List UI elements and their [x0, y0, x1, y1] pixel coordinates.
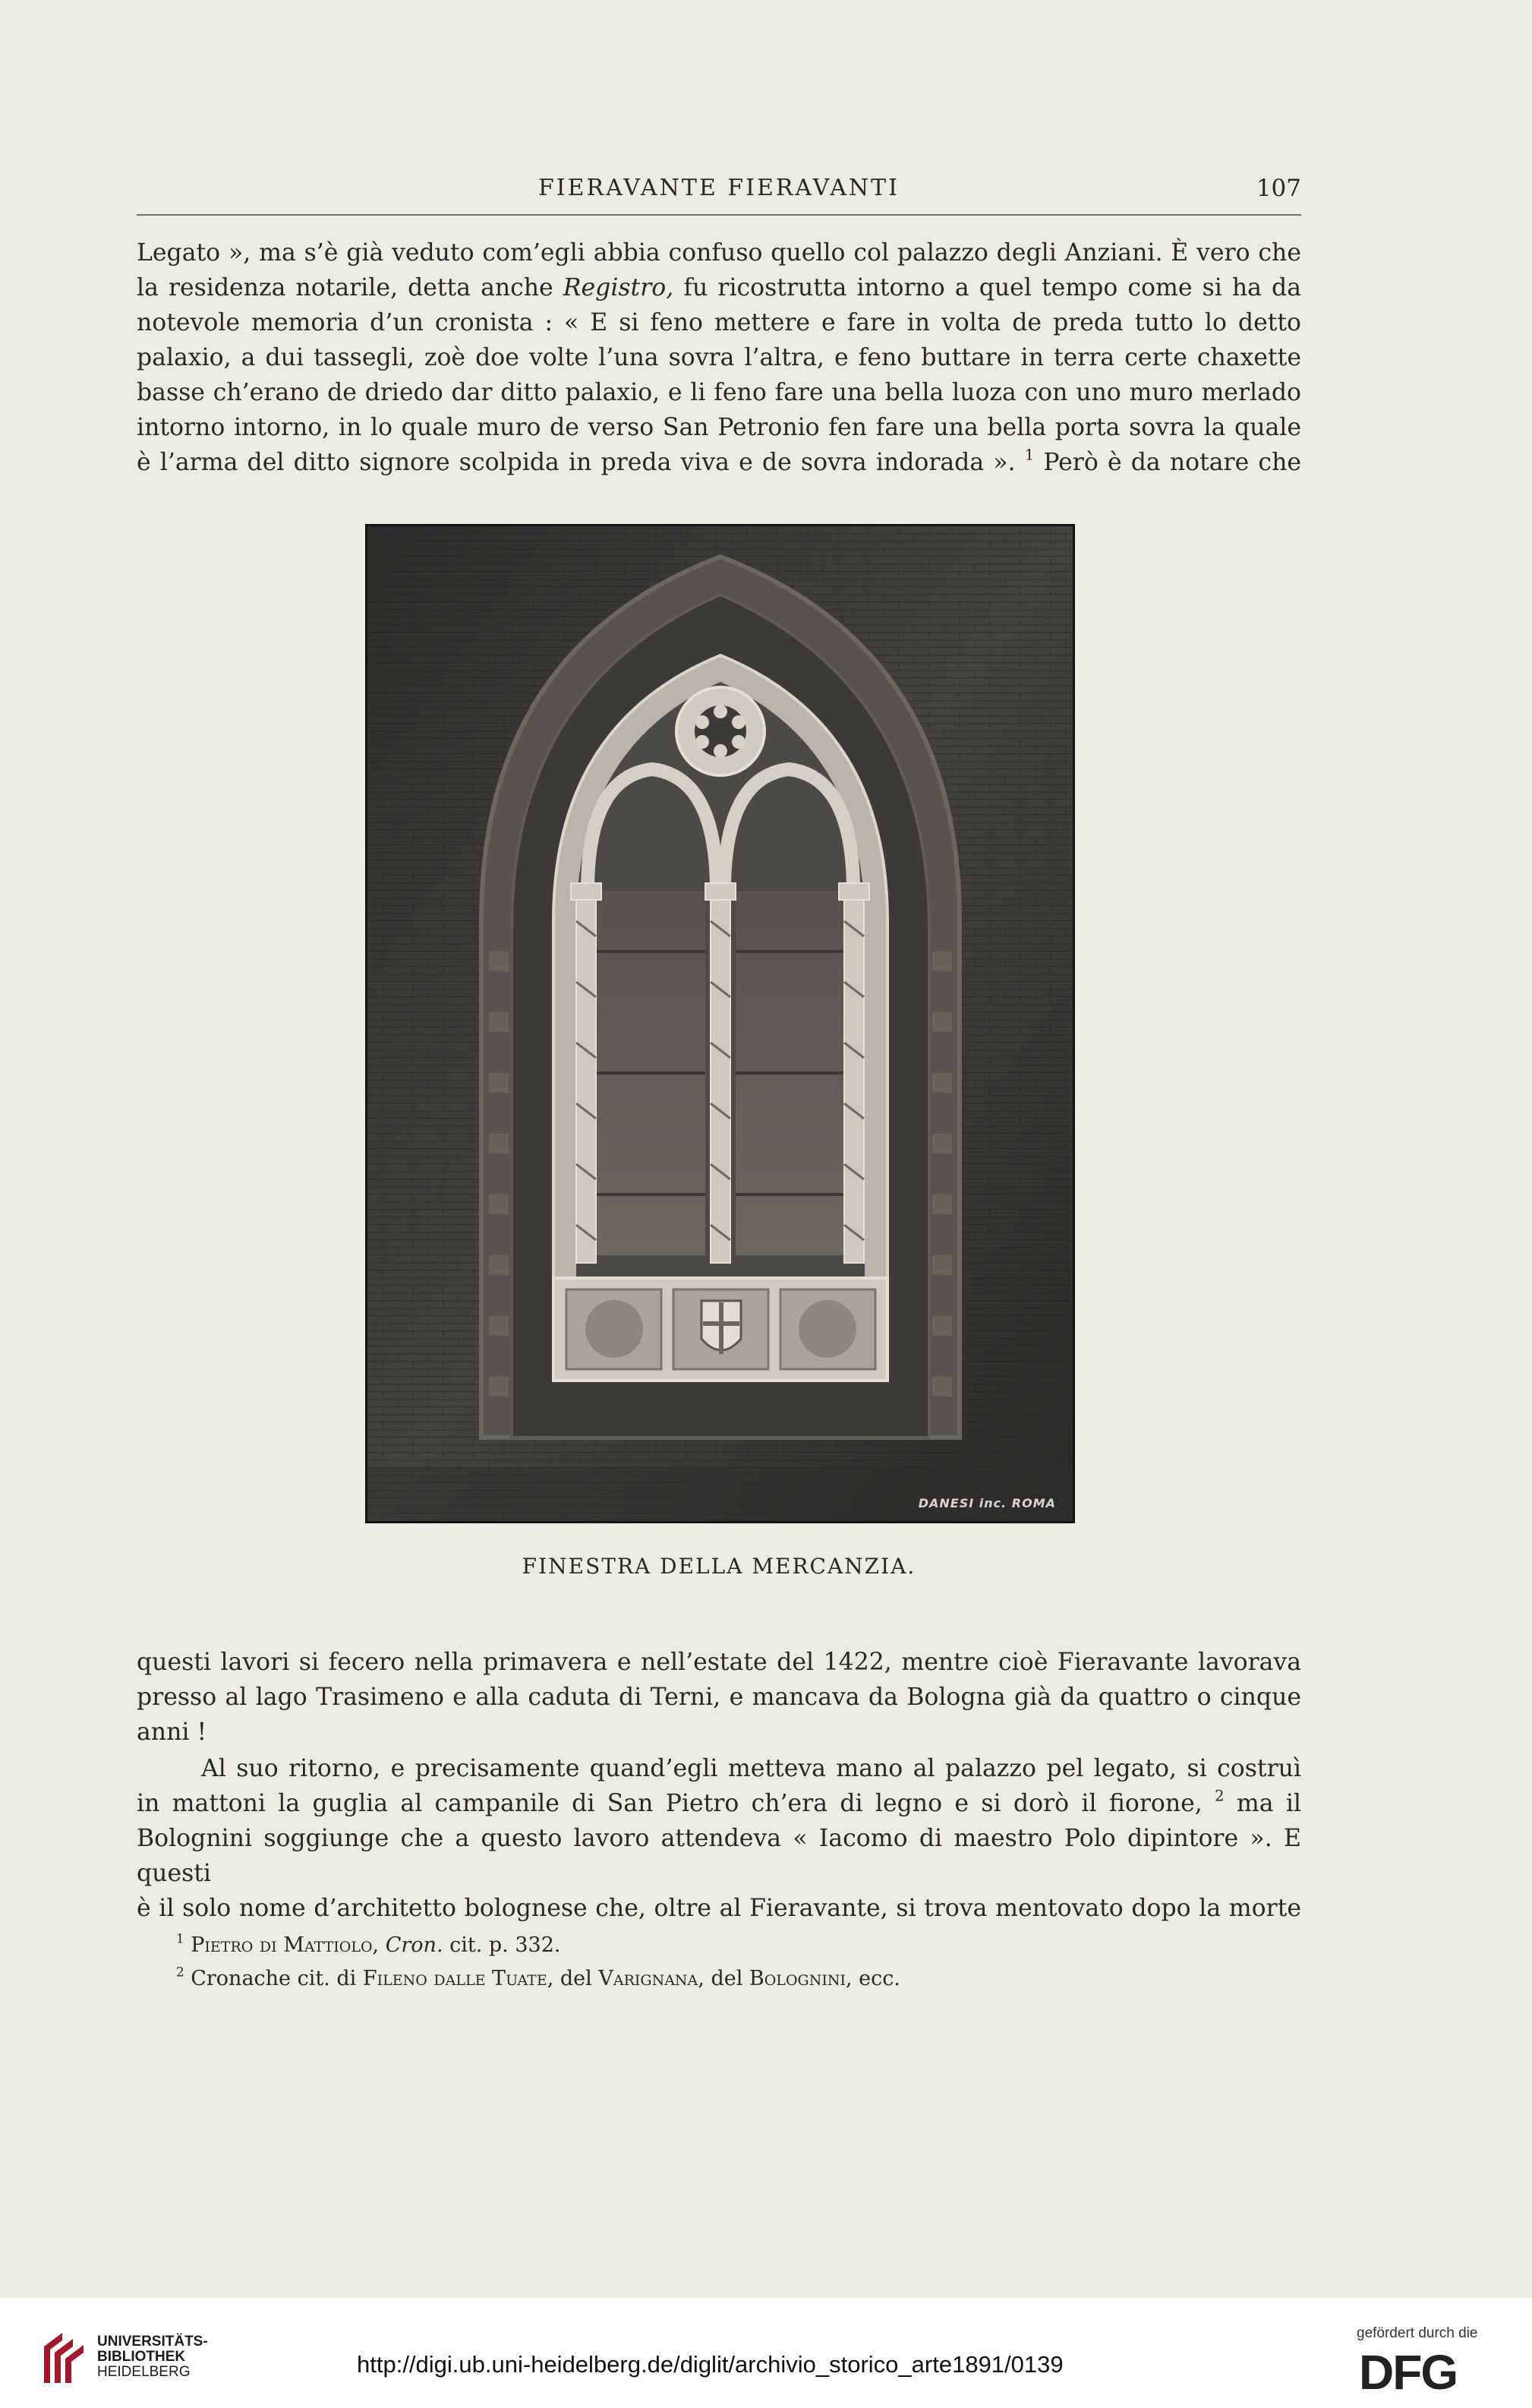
- university-library-name: UNIVERSITÄTS- BIBLIOTHEK HEIDELBERG: [97, 2334, 208, 2380]
- digitization-footer: [0, 2298, 1532, 2408]
- text-line: Al suo ritorno, e precisamente quand’egli metteva mano al palazzo pel legato, si costruì: [201, 1755, 1301, 1782]
- window-photograph: [365, 524, 1075, 1523]
- document-url-link[interactable]: http://digi.ub.uni-heidelberg.de/diglit/archivio_storico_arte1891/0139: [357, 2351, 1064, 2378]
- engraver-credit: DANESI inc. ROMA: [918, 1496, 1056, 1510]
- text-line: palaxio, a dui tassegli, zoè doe volte l’una sovra l’altra, e feno buttare in terra certe chaxette: [137, 344, 1301, 371]
- university-library-logo-icon: [39, 2330, 90, 2384]
- footnotes: [176, 1929, 1300, 1996]
- footnote-ref: 1: [1024, 446, 1035, 464]
- funding-note: gefördert durch die: [1357, 2325, 1478, 2341]
- gothic-window-illustration: [367, 526, 1073, 1521]
- text-line: in mattoni la guglia al campanile di San Pietro ch’era di legno e si dorò il fiorone, $^2$ ma il: [137, 1787, 1301, 1817]
- footnote-2: $^2$ Cronache cit. di Fileno dalle Tuate, del Varignana, del Bolognini, ecc.: [176, 1964, 900, 1990]
- text-line: è l’arma del ditto signore scolpida in preda viva e de sovra indorada ». $^1$ Però è da notare che: [137, 446, 1302, 476]
- text-line: la residenza notarile, detta anche Registro, fu ricostrutta intorno a quel tempo come si ha da: [137, 274, 1301, 301]
- running-header: [137, 172, 1301, 210]
- text-line: Legato », ma s’è già veduto com’egli abbia confuso quello col palazzo degli Anziani. È vero che: [137, 239, 1301, 267]
- paragraph-3: [137, 1751, 1301, 1926]
- text-line: basse ch’erano de driedo dar ditto palaxio, e li feno fare una bella luoza con uno muro merlado: [137, 379, 1301, 406]
- text-line: intorno intorno, in lo quale muro de verso San Petronio fen fare una bella porta sovra la quale: [137, 414, 1301, 441]
- footnote-1: $^1$ Pietro di Mattiolo, Cron. cit. p. 332.: [176, 1930, 561, 1957]
- text-line: anni !: [137, 1718, 207, 1746]
- text-line: presso al lago Trasimeno e alla caduta di Terni, e mancava da Bologna già da quattro o cinque: [137, 1684, 1301, 1711]
- text-line: questi lavori si fecero nella primavera e nell’estate del 1422, mentre cioè Fieravante lavorava: [137, 1649, 1301, 1676]
- page-number: 107: [1256, 175, 1301, 202]
- header-rule: [137, 214, 1301, 216]
- footnote-ref: 2: [1215, 1787, 1225, 1805]
- text-line: Bolognini soggiunge che a questo lavoro attendeva « Iacomo di maestro Polo dipintore ». E questi: [137, 1825, 1301, 1887]
- running-title: FIERAVANTE FIERAVANTI: [537, 175, 900, 201]
- paragraph-2: [137, 1645, 1301, 1750]
- figure-caption: FINESTRA DELLA MERCANZIA.: [522, 1554, 916, 1579]
- text-line: è il solo nome d’architetto bolognese che, oltre al Fieravante, si trova mentovato dopo la morte: [137, 1895, 1301, 1922]
- paragraph-1: [137, 235, 1301, 480]
- text-line: notevole memoria d’un cronista : « E si feno mettere e fare in volta de preda tutto lo detto: [137, 309, 1301, 336]
- dfg-logo: DFG: [1359, 2345, 1458, 2400]
